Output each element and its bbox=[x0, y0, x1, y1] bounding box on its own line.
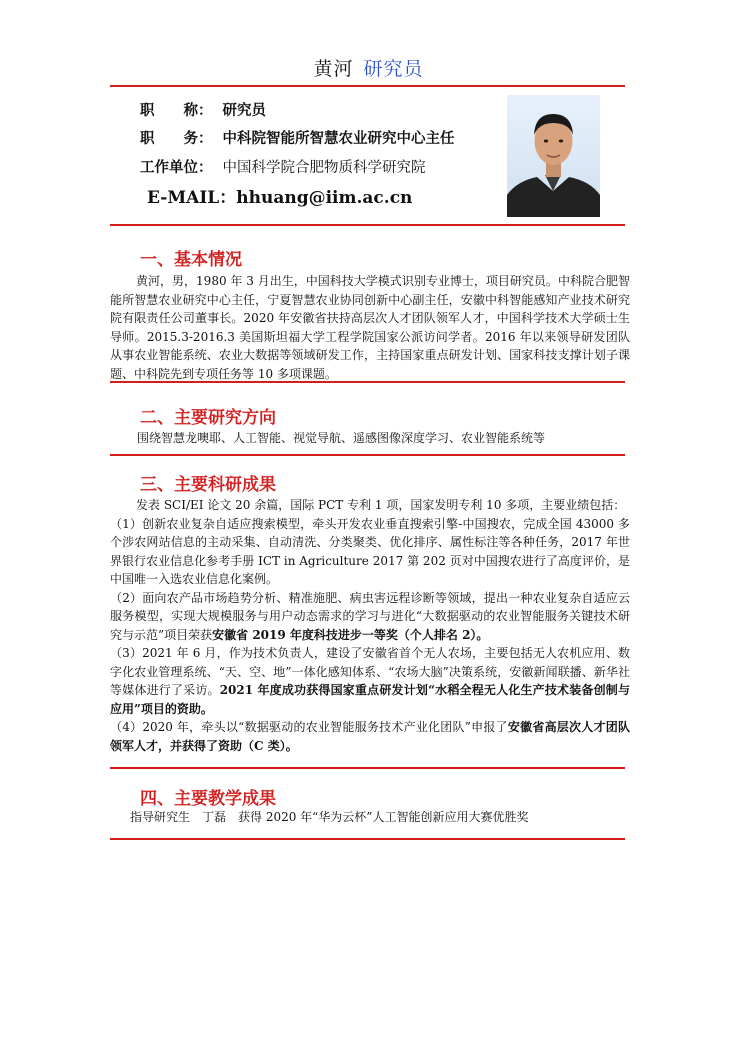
achievement-item-2: （2）面向农产品市场趋势分析、精准施肥、病虫害远程诊断等领域，提出一种农业复杂自适应云服务模型，实现大规模服务与用户动态需求的学习与进化“大数据驱动的农业智能服务关键技术研究与示范”项目荣获安徽省 2019 年度科技进步一等奖（个人排名 2）。 bbox=[110, 590, 630, 642]
achievement-item-1: （1）创新农业复杂自适应搜索模型，牵头开发农业垂直搜索引擎-中国搜农，完成全国 43000 多个涉农网站信息的主动采集、自动清洗、分类聚类、优化排序、属性标注等各种任务，2017 年世界银行农业信息化参考手册 ICT in Agriculture 2017 第 202 页对中国搜农进行了高度评价，是中国唯一入选农业信息化案例。 bbox=[110, 516, 630, 586]
position-label: 职 务： bbox=[140, 131, 213, 147]
email-value: hhuang@iim.ac.cn bbox=[236, 188, 413, 208]
achievements-intro: 发表 SCI/EI 论文 20 余篇，国际 PCT 专利 1 项，国家发明专利 10 多项，主要业绩包括： bbox=[136, 498, 626, 512]
position-row bbox=[140, 127, 455, 148]
section-text-teaching: 指导研究生 丁磊 获得 2020 年“华为云杯”人工智能创新应用大赛优胜奖 bbox=[130, 810, 529, 824]
divider-profile bbox=[110, 224, 625, 226]
divider-basic bbox=[110, 381, 625, 383]
divider-research bbox=[110, 454, 625, 456]
section-text-research: 围绕智慧龙噢耶、人工智能、视觉导航、遥感图像深度学习、农业智能系统等 bbox=[137, 431, 546, 445]
page-title bbox=[0, 54, 737, 81]
divider-achievements bbox=[110, 767, 625, 769]
person-name: 黄河 bbox=[313, 58, 354, 80]
divider-teaching bbox=[110, 838, 625, 840]
email-label: E-MAIL： bbox=[147, 188, 237, 208]
email-row bbox=[147, 183, 412, 208]
divider-top bbox=[110, 85, 625, 87]
section-heading-research: 二、主要研究方向 bbox=[140, 408, 276, 428]
person-role: 研究员 bbox=[363, 58, 424, 80]
unit-row bbox=[140, 156, 426, 177]
achievement-item-3: （3）2021 年 6 月，作为技术负责人，建设了安徽省首个无人农场，主要包括无人农机应用、数字化农业管理系统、“天、空、地”一体化感知体系、“农场大脑”决策系统，安徽新闻联播、新华社等媒体进行了采访。2021 年度成功获得国家重点研发计划“水稻全程无人化生产技术装备创制与应用”项目的资助。 bbox=[110, 646, 630, 716]
section-heading-achievements: 三、主要科研成果 bbox=[140, 475, 276, 495]
section-heading-basic: 一、基本情况 bbox=[140, 250, 242, 270]
portrait-photo bbox=[507, 95, 600, 217]
title-value: 研究员 bbox=[222, 103, 266, 119]
title-label: 职 称： bbox=[140, 103, 213, 119]
section-heading-teaching: 四、主要教学成果 bbox=[140, 789, 276, 809]
section-text-basic: 黄河，男，1980 年 3 月出生，中国科技大学模式识别专业博士，项目研究员。中科院合肥智能所智慧农业研究中心主任，宁夏智慧农业协同创新中心副主任，安徽中科智能感知产业技术研究院有限责任公司董事长。2020 年安徽省扶持高层次人才团队领军人才，中国科学技术大学硕士生导师。2015.3-2016.3 美国斯坦福大学工程学院国家公派访问学者。2016 年以来领导研发团队从事农业智能系统、农业大数据等领域研发工作，主持国家重点研发计划、国家科技支撑计划子课题、中科院先到专项任务等 10 多项课题。 bbox=[110, 274, 630, 381]
section-text-achievements bbox=[110, 496, 630, 755]
position-value: 中科院智能所智慧农业研究中心主任 bbox=[222, 131, 455, 147]
unit-label: 工作单位： bbox=[140, 160, 213, 176]
achievement-item-4: （4）2020 年，牵头以“数据驱动的农业智能服务技术产业化团队”申报了安徽省高层次人才团队领军人才，并获得了资助（C 类）。 bbox=[110, 720, 630, 753]
title-row bbox=[140, 99, 266, 120]
unit-value: 中国科学院合肥物质科学研究院 bbox=[222, 160, 426, 176]
